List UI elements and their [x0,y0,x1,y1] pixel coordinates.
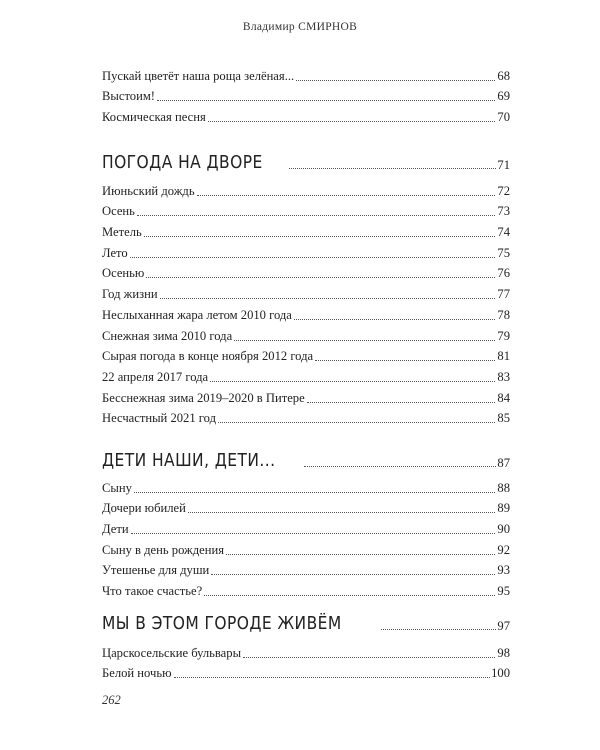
entry-page: 79 [497,328,510,343]
running-header: Владимир СМИРНОВ [242,21,358,33]
entry-title: Неслыханная жара летом 2010 года [102,307,292,322]
toc-entry [102,516,510,537]
entry-title: Дети [102,522,129,537]
entry-title: Пускай цветёт наша роща зелёная... [102,68,295,83]
dot-leader [130,256,495,258]
section-title: МЫ В ЭТОМ ГОРОДЕ ЖИВЁМ [102,613,342,634]
toc-entry [102,302,510,323]
section-title: ДЕТИ НАШИ, ДЕТИ... [102,450,276,471]
dot-leader [208,120,495,122]
dot-leader [234,339,495,341]
entry-title: Осенью [102,266,145,281]
toc-section-children-items [102,475,510,599]
entry-title: Космическая песня [102,110,206,125]
section-page: 97 [497,619,510,633]
entry-title: Год жизни [102,287,158,302]
dot-leader [188,511,495,513]
entry-title: Сыну [102,480,132,495]
entry-title: Белой ночью [102,666,172,681]
toc-entry [102,63,510,84]
toc-entry [102,281,510,302]
toc-entry [102,385,510,406]
entry-page: 92 [497,542,510,557]
entry-page: 88 [497,480,510,495]
entry-page: 95 [497,584,510,599]
dot-leader [134,491,495,493]
entry-title: Выстоим! [102,89,155,104]
toc-entry [102,364,510,385]
entry-title: Июньский дождь [102,183,195,198]
entry-page: 100 [491,666,510,681]
dot-leader [381,628,497,630]
entry-page: 83 [497,369,510,384]
toc-entry [102,199,510,220]
dot-leader [294,318,495,320]
section-heading [102,608,510,634]
toc-entry [102,640,510,661]
dot-leader [243,656,495,658]
toc-entry [102,323,510,344]
dot-leader [307,401,495,403]
section-page: 71 [497,158,510,172]
dot-leader [131,532,495,534]
section-title: ПОГОДА НА ДВОРЕ [102,152,263,173]
dot-leader [146,276,495,278]
toc-entry [102,261,510,282]
toc-group-intro [102,63,510,125]
entry-title: 22 апреля 2017 года [102,369,209,384]
toc-entry [102,406,510,427]
dot-leader [197,194,495,196]
entry-title: Несчастный 2021 год [102,411,216,426]
entry-page: 81 [497,349,510,364]
entry-title: Бесснежная зима 2019–2020 в Питере [102,390,305,405]
entry-page: 78 [497,307,510,322]
entry-page: 74 [497,225,510,240]
entry-page: 72 [497,183,510,198]
toc-entry [102,661,510,682]
dot-leader [210,380,495,382]
toc-entry [102,84,510,105]
entry-title: Осень [102,204,135,219]
toc-entry [102,537,510,558]
entry-title: Дочери юбилей [102,501,186,516]
page-number: 262 [102,693,121,707]
entry-page: 93 [497,563,510,578]
entry-page: 68 [497,68,510,83]
section-heading [102,445,510,471]
entry-title: Царскосельские бульвары [102,645,242,660]
entry-title: Сыну в день рождения [102,542,225,557]
entry-title: Утешенье для души [102,563,210,578]
entry-page: 70 [497,110,510,125]
toc-section-children [102,445,510,471]
section-page: 87 [497,456,510,470]
entry-title: Лето [102,245,128,260]
dot-leader [174,676,491,678]
dot-leader [296,79,495,81]
dot-leader [226,553,495,555]
entry-page: 85 [497,411,510,426]
dot-leader [218,421,495,423]
entry-page: 73 [497,204,510,219]
entry-title: Снежная зима 2010 года [102,328,233,343]
entry-page: 89 [497,501,510,516]
entry-title: Что такое счастье? [102,584,203,599]
toc-entry [102,496,510,517]
toc-entry [102,578,510,599]
dot-leader [144,235,495,237]
toc-entry [102,344,510,365]
toc-section-city-items [102,640,510,681]
entry-title: Метель [102,225,142,240]
toc-entry [102,104,510,125]
entry-page: 77 [497,287,510,302]
dot-leader [160,297,495,299]
entry-title: Сырая погода в конце ноября 2012 года [102,349,314,364]
dot-leader [137,214,495,216]
dot-leader [315,359,495,361]
toc-section-city [102,608,510,634]
toc-entry [102,178,510,199]
toc-section-weather [102,147,510,173]
toc-entry [102,558,510,579]
entry-page: 90 [497,522,510,537]
section-heading [102,147,510,173]
entry-page: 69 [497,89,510,104]
dot-leader [204,594,495,596]
dot-leader [157,99,495,101]
dot-leader [211,573,495,575]
entry-page: 84 [497,390,510,405]
toc-section-weather-items [102,178,510,426]
entry-page: 75 [497,245,510,260]
toc-entry [102,240,510,261]
toc-entry [102,219,510,240]
toc-entry [102,475,510,496]
entry-page: 98 [497,645,510,660]
entry-page: 76 [497,266,510,281]
dot-leader [289,167,497,169]
dot-leader [304,465,497,467]
